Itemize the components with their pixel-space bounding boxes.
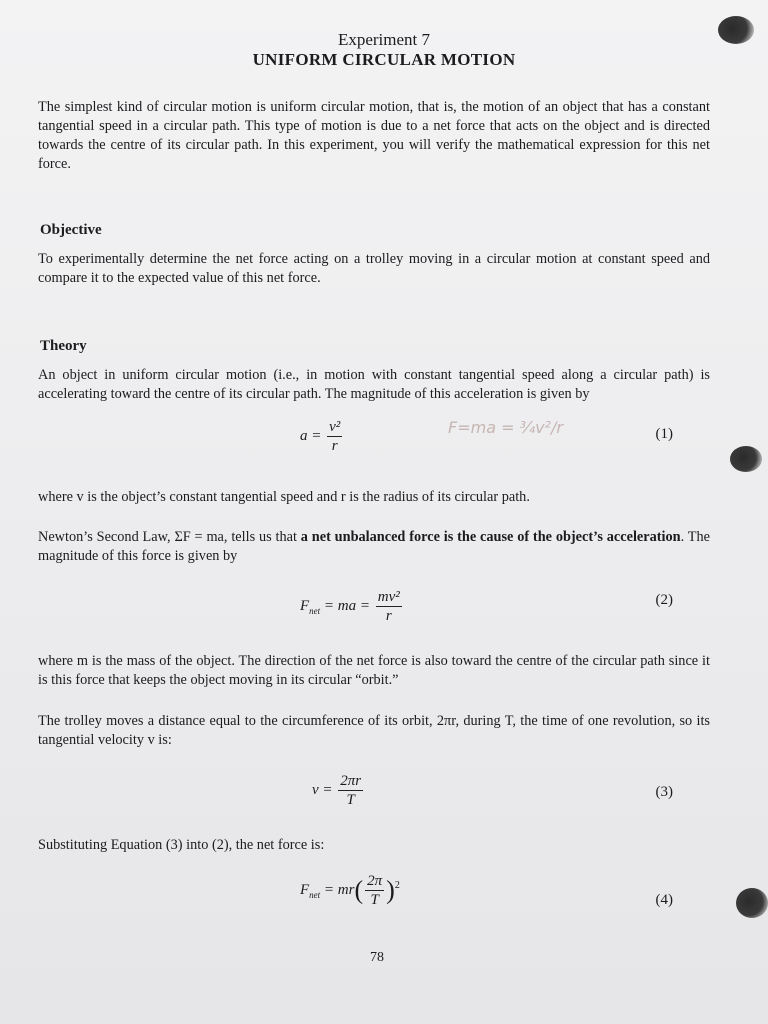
eq2-denominator: r — [385, 608, 392, 624]
page-title: UNIFORM CIRCULAR MOTION — [252, 50, 516, 69]
theory-paragraph-2: where v is the object’s constant tangential speed and r is the radius of its circular path. — [38, 489, 530, 505]
experiment-number: Experiment 7 — [337, 30, 431, 49]
equation-3-number: (3) — [655, 784, 673, 800]
eq4-denominator: T — [370, 892, 379, 908]
theory-paragraph-4: where m is the mass of the object. The direction of the net force is also toward the centre of the circular path since it is this force that keeps the object moving in its circular “orbit.” — [38, 653, 710, 688]
eq4-numerator: 2π — [367, 873, 383, 889]
eq1-denominator: r — [331, 438, 338, 454]
equation-3: v = $\frac{2\pi r}{T}$ — [312, 773, 362, 808]
objective-text: To experimentally determine the net force acting on a trolley moving in a circular motion at constant speed and compare it to the expected value of this net force. — [38, 251, 710, 286]
objective-heading: Objective — [40, 222, 102, 238]
equation-2-number: (2) — [655, 592, 673, 608]
equation-1-number: (1) — [655, 426, 673, 442]
eq3-denominator: T — [346, 792, 355, 808]
theory-paragraph-5: The trolley moves a distance equal to the circumference of its orbit, 2πr, during T, the time of one revolution, so its tangential velocity v is: — [38, 713, 710, 748]
punch-hole-bottom — [736, 888, 768, 918]
theory-paragraph-6: Substituting Equation (3) into (2), the net force is: — [38, 837, 325, 853]
equation-4: $F_{net} = mr$( $\frac{2\pi}{T}$ )$^2$ — [300, 873, 400, 908]
punch-hole-middle — [730, 446, 762, 472]
theory-heading: Theory — [40, 338, 87, 354]
page-number: 78 — [370, 950, 384, 965]
handwritten-note: F=ma = ¾v²/r — [448, 418, 563, 437]
equation-2: $F_{net}$ = ma = $\frac{\text{mv²}}{r}$ — [300, 589, 400, 624]
eq2-numerator: mv² — [377, 589, 400, 605]
bold-statement: a net unbalanced force is the cause of the object’s acceleration — [300, 529, 681, 545]
eq3-numerator: 2πr — [340, 773, 362, 789]
equation-4-number: (4) — [655, 892, 673, 908]
theory-paragraph-1: An object in uniform circular motion (i.e., in motion with constant tangential speed along a circular path) is accelerating toward the centre of its circular path. The magnitude of this acceleration is given by — [38, 367, 710, 402]
eq1-numerator: v² — [329, 419, 341, 435]
intro-paragraph: The simplest kind of circular motion is uniform circular motion, that is, the motion of an object that has a constant tangential speed in a circular path. This type of motion is due to a net force that acts on the object and is directed towards the centre of its circular path. In this experiment, you will verify the mathematical expression for this net force. — [38, 99, 710, 172]
theory-paragraph-3: Newton’s Second Law, ΣF = ma, tells us that a net unbalanced force is the cause of the object’s acceleration. The magnitude of this force is given by — [38, 529, 710, 564]
equation-1: a = $\frac{\text{v²}}{r}$ — [300, 419, 341, 454]
